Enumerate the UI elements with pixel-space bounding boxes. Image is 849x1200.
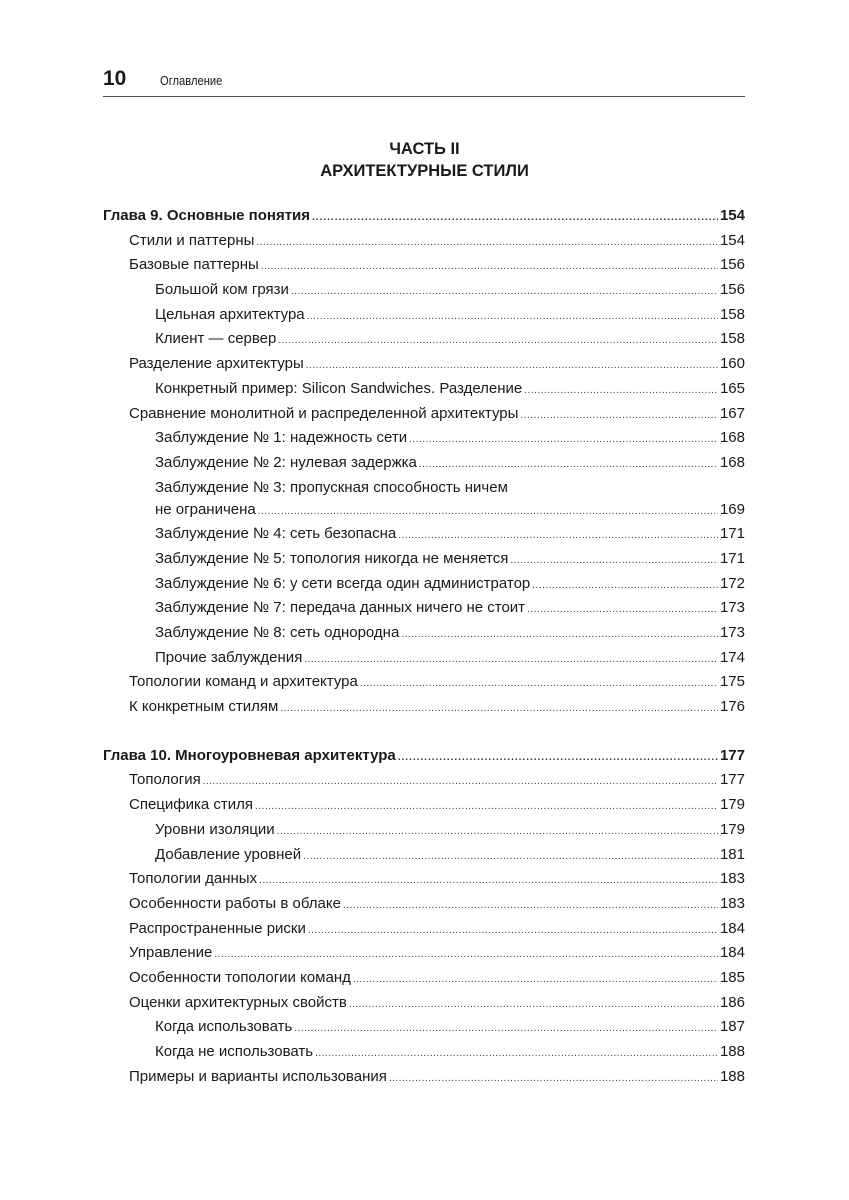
dot-leader bbox=[280, 697, 718, 722]
toc-entry[interactable] bbox=[103, 793, 745, 818]
dot-leader bbox=[419, 453, 718, 478]
entry-page: 167 bbox=[719, 404, 745, 422]
dot-leader bbox=[510, 549, 718, 574]
dot-leader bbox=[256, 231, 718, 256]
dot-leader bbox=[294, 1017, 718, 1042]
dot-leader bbox=[532, 574, 718, 599]
entry-title: Примеры и варианты использования bbox=[129, 1065, 389, 1090]
entry-page: 175 bbox=[719, 673, 745, 691]
dot-leader bbox=[389, 1067, 718, 1092]
entry-title: Топологии команд и архитектура bbox=[129, 670, 360, 695]
dot-leader bbox=[307, 305, 718, 330]
dot-leader bbox=[349, 993, 718, 1018]
entry-title: Заблуждение № 1: надежность сети bbox=[155, 426, 409, 451]
toc-entry[interactable] bbox=[103, 451, 745, 476]
toc-entry[interactable] bbox=[103, 621, 745, 646]
dot-leader bbox=[524, 379, 718, 404]
chapter-spacer bbox=[103, 720, 745, 744]
toc-entry[interactable] bbox=[103, 1040, 745, 1065]
toc-entry[interactable] bbox=[103, 1015, 745, 1040]
table-of-contents bbox=[103, 204, 745, 1089]
toc-entry[interactable] bbox=[103, 402, 745, 427]
toc-entry[interactable] bbox=[103, 596, 745, 621]
dot-leader bbox=[401, 623, 718, 648]
toc-entry[interactable] bbox=[103, 278, 745, 303]
dot-leader bbox=[214, 943, 718, 968]
dot-leader bbox=[259, 869, 718, 894]
dot-leader bbox=[343, 894, 718, 919]
entry-title: Распространенные риски bbox=[129, 917, 308, 942]
entry-page: 169 bbox=[719, 500, 745, 518]
dot-leader bbox=[277, 820, 718, 845]
chapter-title: Глава 9. Основные понятия bbox=[103, 204, 312, 229]
toc-entry[interactable] bbox=[103, 768, 745, 793]
toc-entry[interactable] bbox=[103, 818, 745, 843]
entry-title: Особенности топологии команд bbox=[129, 966, 353, 991]
part-number: ЧАСТЬ II bbox=[389, 140, 460, 158]
dot-leader bbox=[398, 746, 718, 771]
entry-page: 183 bbox=[719, 870, 745, 888]
toc-entry-wrapped-line1[interactable] bbox=[103, 476, 745, 498]
entry-title: К конкретным стилям bbox=[129, 695, 280, 720]
toc-entry[interactable] bbox=[103, 572, 745, 597]
toc-chapter-9[interactable] bbox=[103, 204, 745, 229]
toc-entry-wrapped-line2[interactable] bbox=[103, 498, 745, 523]
entry-page: 179 bbox=[719, 820, 745, 838]
dot-leader bbox=[255, 795, 718, 820]
entry-title-continuation: не ограничена bbox=[155, 498, 258, 523]
entry-title: Клиент — сервер bbox=[155, 327, 278, 352]
dot-leader bbox=[315, 1042, 718, 1067]
dot-leader bbox=[258, 500, 718, 525]
entry-page: 179 bbox=[719, 796, 745, 814]
dot-leader bbox=[360, 672, 718, 697]
dot-leader bbox=[203, 770, 718, 795]
entry-page: 188 bbox=[719, 1067, 745, 1085]
entry-title: Когда не использовать bbox=[155, 1040, 315, 1065]
entry-title: Заблуждение № 4: сеть безопасна bbox=[155, 522, 398, 547]
entry-page: 188 bbox=[719, 1043, 745, 1060]
entry-page: 184 bbox=[719, 919, 745, 937]
toc-entry[interactable] bbox=[103, 1065, 745, 1090]
dot-leader bbox=[353, 968, 718, 993]
entry-page: 173 bbox=[719, 624, 745, 641]
entry-title: Разделение архитектуры bbox=[129, 352, 306, 377]
dot-leader bbox=[303, 845, 718, 870]
entry-page: 158 bbox=[719, 330, 745, 348]
toc-entry[interactable] bbox=[103, 941, 745, 966]
toc-entry[interactable] bbox=[103, 426, 745, 451]
part-title: АРХИТЕКТУРНЫЕ СТИЛИ bbox=[320, 162, 529, 180]
dot-leader bbox=[527, 598, 718, 623]
entry-page: 181 bbox=[719, 845, 745, 863]
toc-chapter-10[interactable] bbox=[103, 744, 745, 769]
entry-page: 173 bbox=[719, 599, 745, 617]
entry-page: 171 bbox=[719, 525, 745, 543]
page-number: 10 bbox=[103, 67, 127, 90]
entry-title: Сравнение монолитной и распределенной архитектуры bbox=[129, 402, 520, 427]
entry-title: Прочие заблуждения bbox=[155, 646, 304, 671]
entry-page: 160 bbox=[719, 355, 745, 373]
toc-entry[interactable] bbox=[103, 229, 745, 254]
chapter-page: 154 bbox=[719, 207, 745, 224]
dot-leader bbox=[409, 428, 718, 453]
entry-page: 158 bbox=[719, 305, 745, 323]
entry-title: Цельная архитектура bbox=[155, 303, 307, 328]
entry-title: Конкретный пример: Silicon Sandwiches. Разделение bbox=[155, 377, 524, 402]
toc-entry[interactable] bbox=[103, 253, 745, 278]
dot-leader bbox=[291, 280, 718, 305]
toc-entry[interactable] bbox=[103, 917, 745, 942]
entry-page: 171 bbox=[719, 549, 745, 567]
toc-entry[interactable] bbox=[103, 695, 745, 720]
toc-entry[interactable] bbox=[103, 991, 745, 1016]
chapter-title: Глава 10. Многоуровневая архитектура bbox=[103, 744, 398, 769]
dot-leader bbox=[261, 255, 718, 280]
entry-page: 156 bbox=[719, 256, 745, 274]
entry-title: Стили и паттерны bbox=[129, 229, 256, 254]
entry-title: Заблуждение № 7: передача данных ничего не стоит bbox=[155, 596, 527, 621]
dot-leader bbox=[278, 329, 718, 354]
dot-leader bbox=[308, 919, 718, 944]
entry-page: 174 bbox=[719, 648, 745, 666]
chapter-page: 177 bbox=[719, 746, 745, 764]
entry-title: Заблуждение № 8: сеть однородна bbox=[155, 621, 401, 646]
entry-title: Заблуждение № 5: топология никогда не меняется bbox=[155, 547, 510, 572]
toc-entry[interactable] bbox=[103, 966, 745, 991]
entry-title: Добавление уровней bbox=[155, 843, 303, 868]
toc-entry[interactable] bbox=[103, 867, 745, 892]
dot-leader bbox=[520, 404, 718, 429]
entry-title: Особенности работы в облаке bbox=[129, 892, 343, 917]
entry-title: Заблуждение № 3: пропускная способность ничем bbox=[155, 476, 510, 501]
entry-title: Топологии данных bbox=[129, 867, 259, 892]
dot-leader bbox=[312, 206, 718, 231]
entry-page: 154 bbox=[719, 231, 745, 249]
entry-title: Большой ком грязи bbox=[155, 278, 291, 303]
entry-title: Топология bbox=[129, 768, 203, 793]
toc-entry[interactable] bbox=[103, 646, 745, 671]
entry-page: 183 bbox=[719, 894, 745, 912]
entry-page: 168 bbox=[719, 429, 745, 447]
toc-entry[interactable] bbox=[103, 843, 745, 868]
entry-title: Специфика стиля bbox=[129, 793, 255, 818]
entry-page: 187 bbox=[719, 1018, 745, 1036]
toc-entry[interactable] bbox=[103, 303, 745, 328]
toc-entry[interactable] bbox=[103, 352, 745, 377]
entry-title: Управление bbox=[129, 941, 214, 966]
entry-page: 185 bbox=[719, 968, 745, 986]
entry-title: Уровни изоляции bbox=[155, 818, 277, 843]
entry-title: Когда использовать bbox=[155, 1015, 294, 1040]
toc-entry[interactable] bbox=[103, 377, 745, 402]
entry-page: 186 bbox=[719, 993, 745, 1011]
entry-title: Оценки архитектурных свойств bbox=[129, 991, 349, 1016]
entry-page: 172 bbox=[719, 574, 745, 592]
entry-page: 176 bbox=[719, 698, 745, 716]
entry-page: 156 bbox=[719, 281, 745, 299]
dot-leader bbox=[306, 354, 718, 379]
dot-leader bbox=[398, 524, 718, 549]
entry-page: 168 bbox=[719, 453, 745, 471]
running-title: Оглавление bbox=[160, 73, 223, 88]
running-head bbox=[103, 66, 745, 97]
entry-page: 165 bbox=[719, 379, 745, 397]
toc-entry[interactable] bbox=[103, 522, 745, 547]
entry-title: Базовые паттерны bbox=[129, 253, 261, 278]
toc-entry[interactable] bbox=[103, 327, 745, 352]
toc-entry[interactable] bbox=[103, 547, 745, 572]
entry-title: Заблуждение № 6: у сети всегда один администратор bbox=[155, 572, 532, 597]
toc-entry[interactable] bbox=[103, 670, 745, 695]
entry-page: 184 bbox=[719, 944, 745, 962]
dot-leader bbox=[304, 648, 718, 673]
entry-title: Заблуждение № 2: нулевая задержка bbox=[155, 451, 419, 476]
entry-page: 177 bbox=[719, 771, 745, 789]
toc-entry[interactable] bbox=[103, 892, 745, 917]
